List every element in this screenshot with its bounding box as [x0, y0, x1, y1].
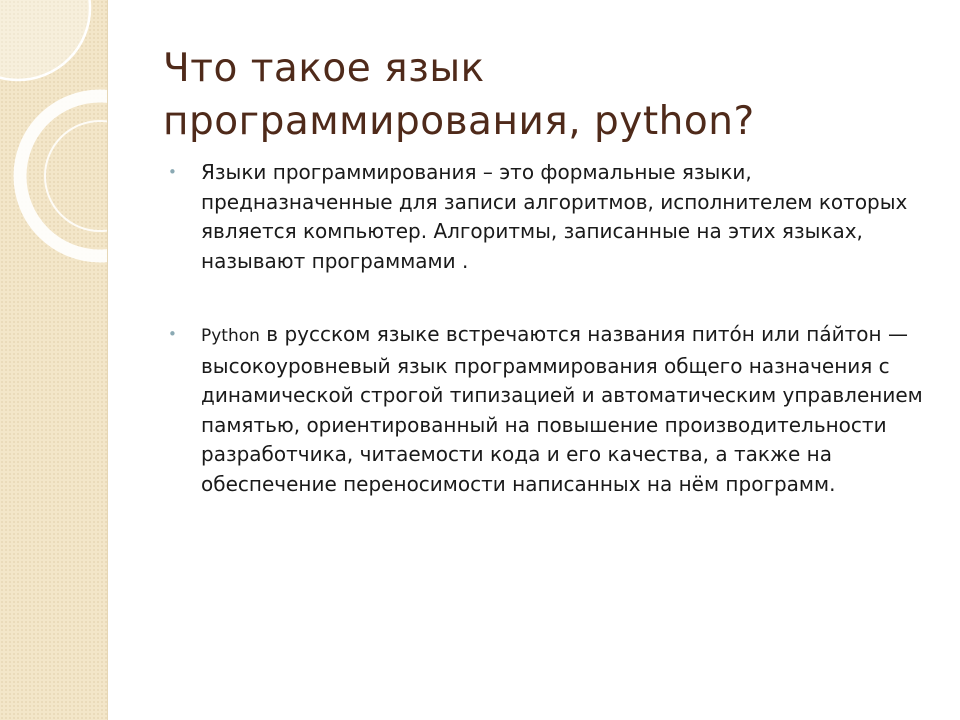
left-decor-panel [0, 0, 108, 720]
slide-title [163, 42, 923, 148]
bullet-item-python [168, 320, 928, 499]
bullet-list [168, 158, 928, 499]
title-line-2: программирования, python? [163, 99, 755, 144]
python-term: Python [201, 326, 260, 346]
bullet-text-definition: Языки программирования – это формальные языки, предназначенные для записи алгоритмов, исполнителем которых является компьютер. Алгоритмы, записанные на этих языках, называют программами . [201, 160, 908, 273]
bullet-icon: • [168, 163, 177, 181]
bullet-icon: • [168, 325, 177, 343]
circles-ornament-icon [0, 0, 107, 720]
bullet-item-definition [168, 158, 928, 276]
bullet-text-python: в русском языке встречаются названия пито́н или па́йтон — высокоуровневый язык программирования общего назначения с динамической строгой типизацией и автоматическим управлением памятью, ориентированный на повышение производительности разработчика, читаемости кода и его качества, а также на обеспечение переносимости написанных на нём программ. [201, 322, 923, 496]
title-line-1: Что такое язык [163, 46, 485, 91]
